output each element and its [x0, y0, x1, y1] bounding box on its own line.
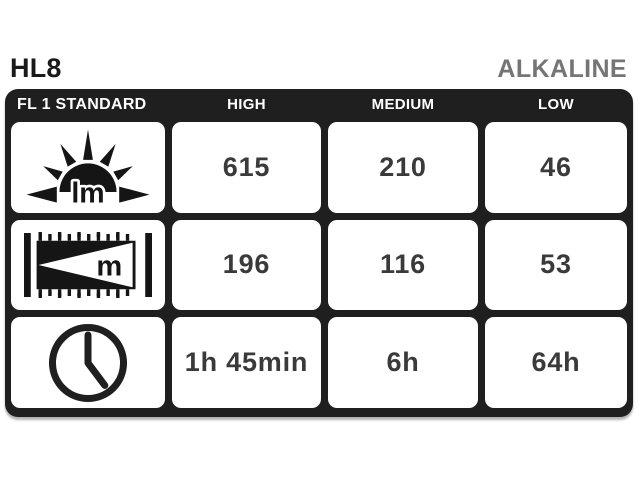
beam-distance-icon: [24, 232, 152, 298]
beam-distance-medium-cell: [328, 220, 478, 311]
runtime-medium-value: 6h: [386, 347, 420, 378]
lumens-high-cell: [172, 122, 321, 213]
lumens-medium-cell: [328, 122, 478, 213]
lumens-low-value: 46: [540, 151, 572, 182]
runtime-low-cell: [485, 317, 627, 408]
table-header-row: [5, 89, 633, 120]
beam-distance-unit-label: m: [96, 250, 123, 283]
titlebar: [10, 44, 627, 82]
beam-distance-row-icon-cell: [11, 220, 165, 311]
fl1-standard-spec-table: [5, 89, 633, 417]
beam-distance-high-value: 196: [222, 249, 271, 280]
table-body: [5, 120, 633, 417]
runtime-high-value: 1h 45min: [184, 347, 309, 378]
lumens-high-value: 615: [222, 151, 271, 182]
beam-distance-low-value: 53: [540, 249, 572, 280]
column-header-high: HIGH: [227, 96, 266, 113]
corner-header-label: FL 1 STANDARD: [17, 95, 147, 113]
lumens-sunburst-icon: [21, 126, 155, 208]
runtime-medium-cell: [328, 317, 478, 408]
column-header-low: LOW: [538, 96, 574, 113]
lumens-medium-value: 210: [379, 151, 427, 182]
runtime-row-icon-cell: [11, 317, 165, 408]
beam-distance-low-cell: [485, 220, 627, 311]
page-title: HL8: [10, 53, 62, 83]
clock-icon: [45, 320, 131, 406]
beam-distance-medium-value: 116: [380, 249, 426, 280]
lumens-low-cell: [485, 122, 627, 213]
battery-variant-label: ALKALINE: [497, 55, 627, 83]
runtime-high-cell: [172, 317, 321, 408]
lumens-row-icon-cell: [11, 122, 165, 213]
column-header-medium: MEDIUM: [371, 96, 435, 113]
lumens-unit-label: lm: [71, 177, 105, 209]
beam-distance-high-cell: [172, 220, 321, 311]
runtime-low-value: 64h: [531, 347, 581, 378]
